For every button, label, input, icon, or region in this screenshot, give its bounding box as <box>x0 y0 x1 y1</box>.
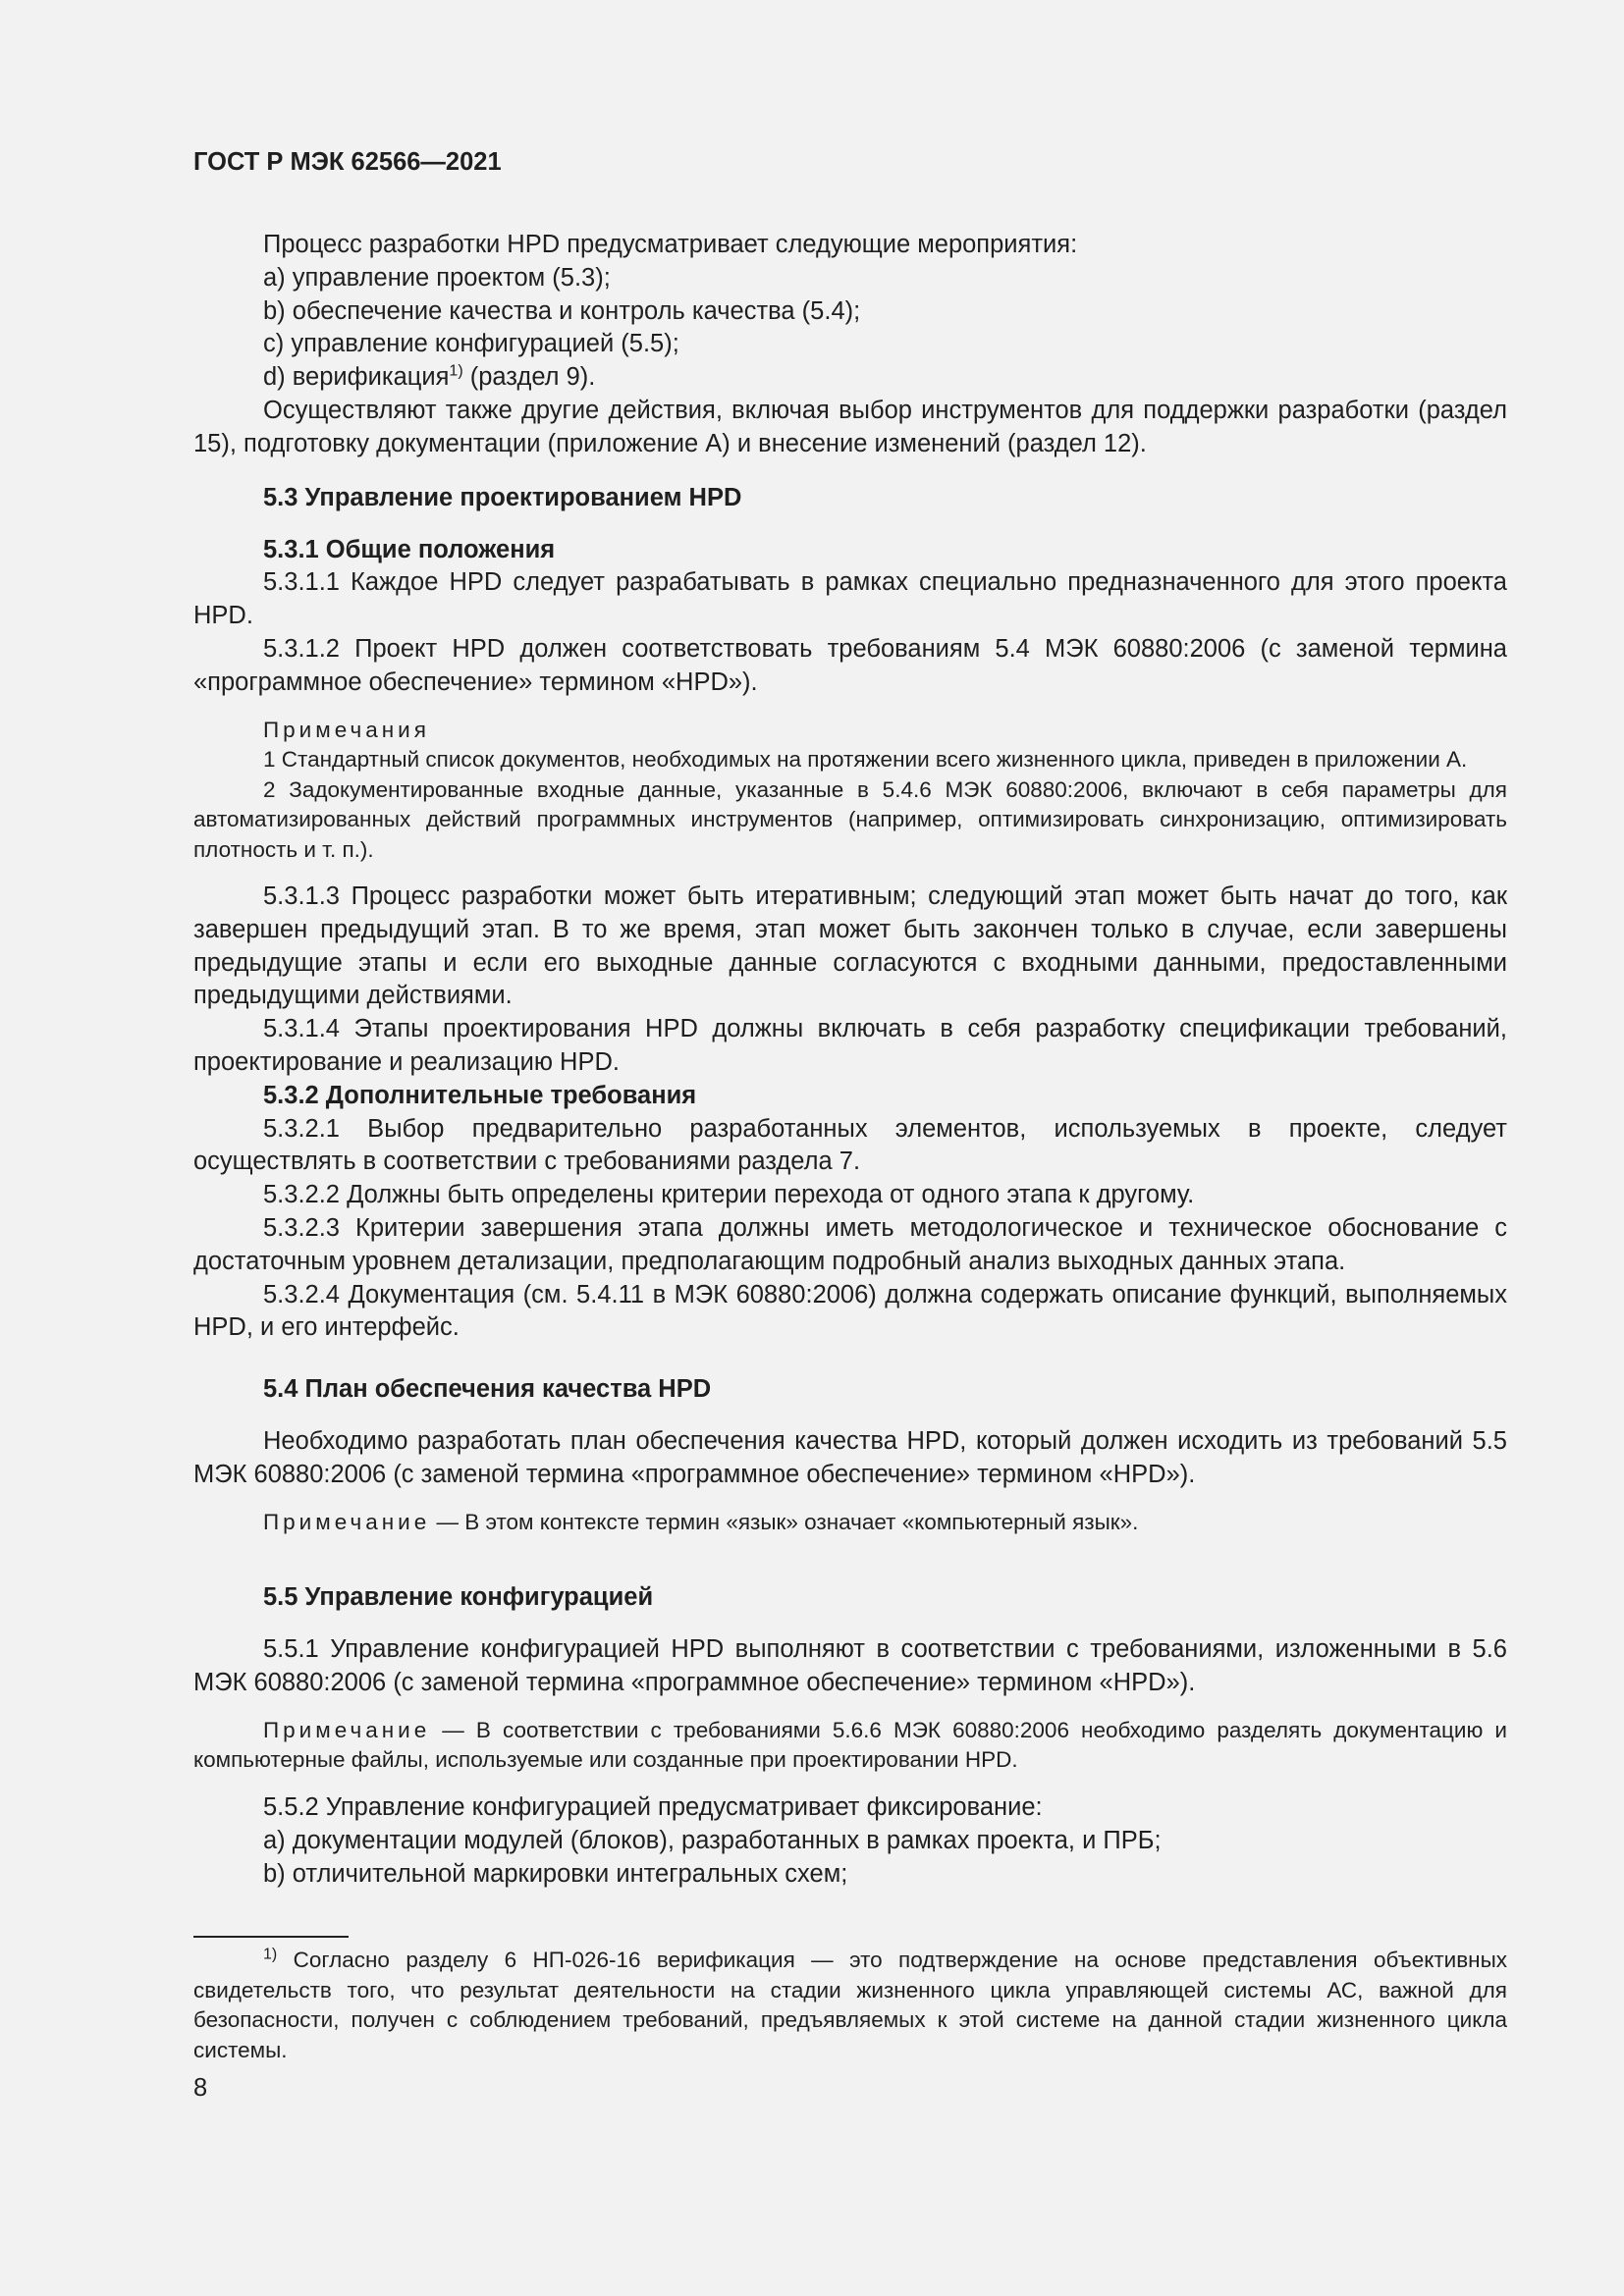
paragraph-5-3-2-3: 5.3.2.3 Критерии завершения этапа должны иметь методологическое и техническое обоснование с достаточным уровнем детализации, предполагающим подробный анализ выходных данных этапа. <box>193 1214 1507 1275</box>
footnote-divider <box>193 1936 349 1938</box>
paragraph-5-3-1-2: 5.3.1.2 Проект HPD должен соответствовать требованиям 5.4 МЭК 60880:2006 (с заменой термина «программное обеспечение» термином «HPD»). <box>193 634 1507 696</box>
footnote-text <box>193 1946 1507 2065</box>
note-text: — В этом контексте термин «язык» означает «компьютерный язык». <box>430 1509 1139 1534</box>
paragraph-5-3-1-4: 5.3.1.4 Этапы проектирования HPD должны включать в себя разработку спецификации требований, проектирование и реализацию HPD. <box>193 1015 1507 1077</box>
paragraph-5-5-2: 5.5.2 Управление конфигурацией предусматривает фиксирование: <box>263 1792 1043 1821</box>
section-5-3-title: 5.3 Управление проектированием HPD <box>263 483 742 511</box>
intro-item-d-text: d) верификация <box>263 363 450 392</box>
footnote-body: Согласно разделу 6 НП-026-16 верификация — это подтверждение на основе представления объективных свидетельств того, что результат деятельности на стадии жизненного цикла управляющей системы АС, важной для безопасности, получен с соблюдением требований, предъявляемых к этой системе на данной стадии жизненного цикла системы. <box>193 1948 1507 2062</box>
footnote-marker: 1) <box>263 1946 278 1963</box>
section-5-4-title: 5.4 План обеспечения качества HPD <box>263 1375 712 1404</box>
section-5-5-note <box>193 1716 1507 1776</box>
paragraph-5-3-1-3: 5.3.1.3 Процесс разработки может быть итеративным; следующий этап может быть начат до того, как завершен предыдущий этап. В то же время, этап может быть закончен только в случае, если завершены предыдущие этапы и если его выходные данные согласуются с входными данными, предоставленными предыдущими действиями. <box>193 882 1507 1010</box>
section-5-3-1-title: 5.3.1 Общие положения <box>263 535 556 563</box>
paragraph-5-5-1: 5.5.1 Управление конфигурацией HPD выполняют в соответствии с требованиями, изложенными в 5.6 МЭК 60880:2006 (с заменой термина «программное обеспечение» термином «HPD»). <box>193 1635 1507 1697</box>
intro-lead: Процесс разработки HPD предусматривает следующие мероприятия: <box>263 231 1078 258</box>
list-item-b: b) отличительной маркировки интегральных схем; <box>263 1859 848 1888</box>
paragraph-5-3-1-1: 5.3.1.1 Каждое HPD следует разрабатывать в рамках специально предназначенного для этого проекта HPD. <box>193 568 1507 630</box>
paragraph-5-3-2-2: 5.3.2.2 Должны быть определены критерии перехода от одного этапа к другому. <box>263 1181 1195 1209</box>
intro-item-d <box>193 361 1507 395</box>
intro-item-c: c) управление конфигурацией (5.5); <box>263 330 679 358</box>
intro-other-actions: Осуществляют также другие действия, включая выбор инструментов для поддержки разработки (раздел 15), подготовку документации (приложение А) и внесение изменений (раздел 12). <box>193 396 1507 457</box>
note-2: 2 Задокументированные входные данные, указанные в 5.4.6 МЭК 60880:2006, включают в себя параметры для автоматизированных действий программных инструментов (например, оптимизировать синхронизацию, оптимизировать плотность и т. п.). <box>193 776 1507 862</box>
paragraph-5-3-2-4: 5.3.2.4 Документация (см. 5.4.11 в МЭК 60880:2006) должна содержать описание функций, выполняемых HPD, и его интерфейс. <box>193 1280 1507 1342</box>
intro-item-b: b) обеспечение качества и контроль качества (5.4); <box>263 296 861 325</box>
footnote-reference[interactable]: 1) <box>449 362 463 380</box>
paragraph-5-3-2-1: 5.3.2.1 Выбор предварительно разработанных элементов, используемых в проекте, следует осуществлять в соответствии с требованиями раздела 7. <box>193 1114 1507 1176</box>
notes-title: Примечания <box>263 717 430 742</box>
note-label: Примечание <box>263 1509 431 1534</box>
note-text: — В соответствии с требованиями 5.6.6 МЭК 60880:2006 необходимо разделять документацию и компьютерные файлы, используемые или созданные при проектировании HPD. <box>193 1717 1507 1773</box>
section-5-5-title: 5.5 Управление конфигурацией <box>263 1583 654 1612</box>
intro-item-d-tail: (раздел 9). <box>462 363 596 392</box>
section-5-3-2-title: 5.3.2 Дополнительные требования <box>263 1081 697 1109</box>
page-content <box>193 145 1507 1891</box>
page-number: 8 <box>193 2074 208 2102</box>
note-1: 1 Стандартный список документов, необходимых на протяжении всего жизненного цикла, приведен в приложении А. <box>263 747 1468 773</box>
section-5-4-text: Необходимо разработать план обеспечения качества HPD, который должен исходить из требований 5.5 МЭК 60880:2006 (с заменой термина «программное обеспечение» термином «HPD»). <box>193 1427 1507 1489</box>
document-header: ГОСТ Р МЭК 62566—2021 <box>193 148 502 176</box>
list-item-a: a) документации модулей (блоков), разработанных в рамках проекта, и ПРБ; <box>263 1826 1162 1854</box>
intro-item-a: a) управление проектом (5.3); <box>263 263 611 292</box>
section-5-4-note <box>193 1508 1507 1538</box>
note-label: Примечание <box>263 1717 431 1742</box>
footnote <box>193 1946 1507 2065</box>
